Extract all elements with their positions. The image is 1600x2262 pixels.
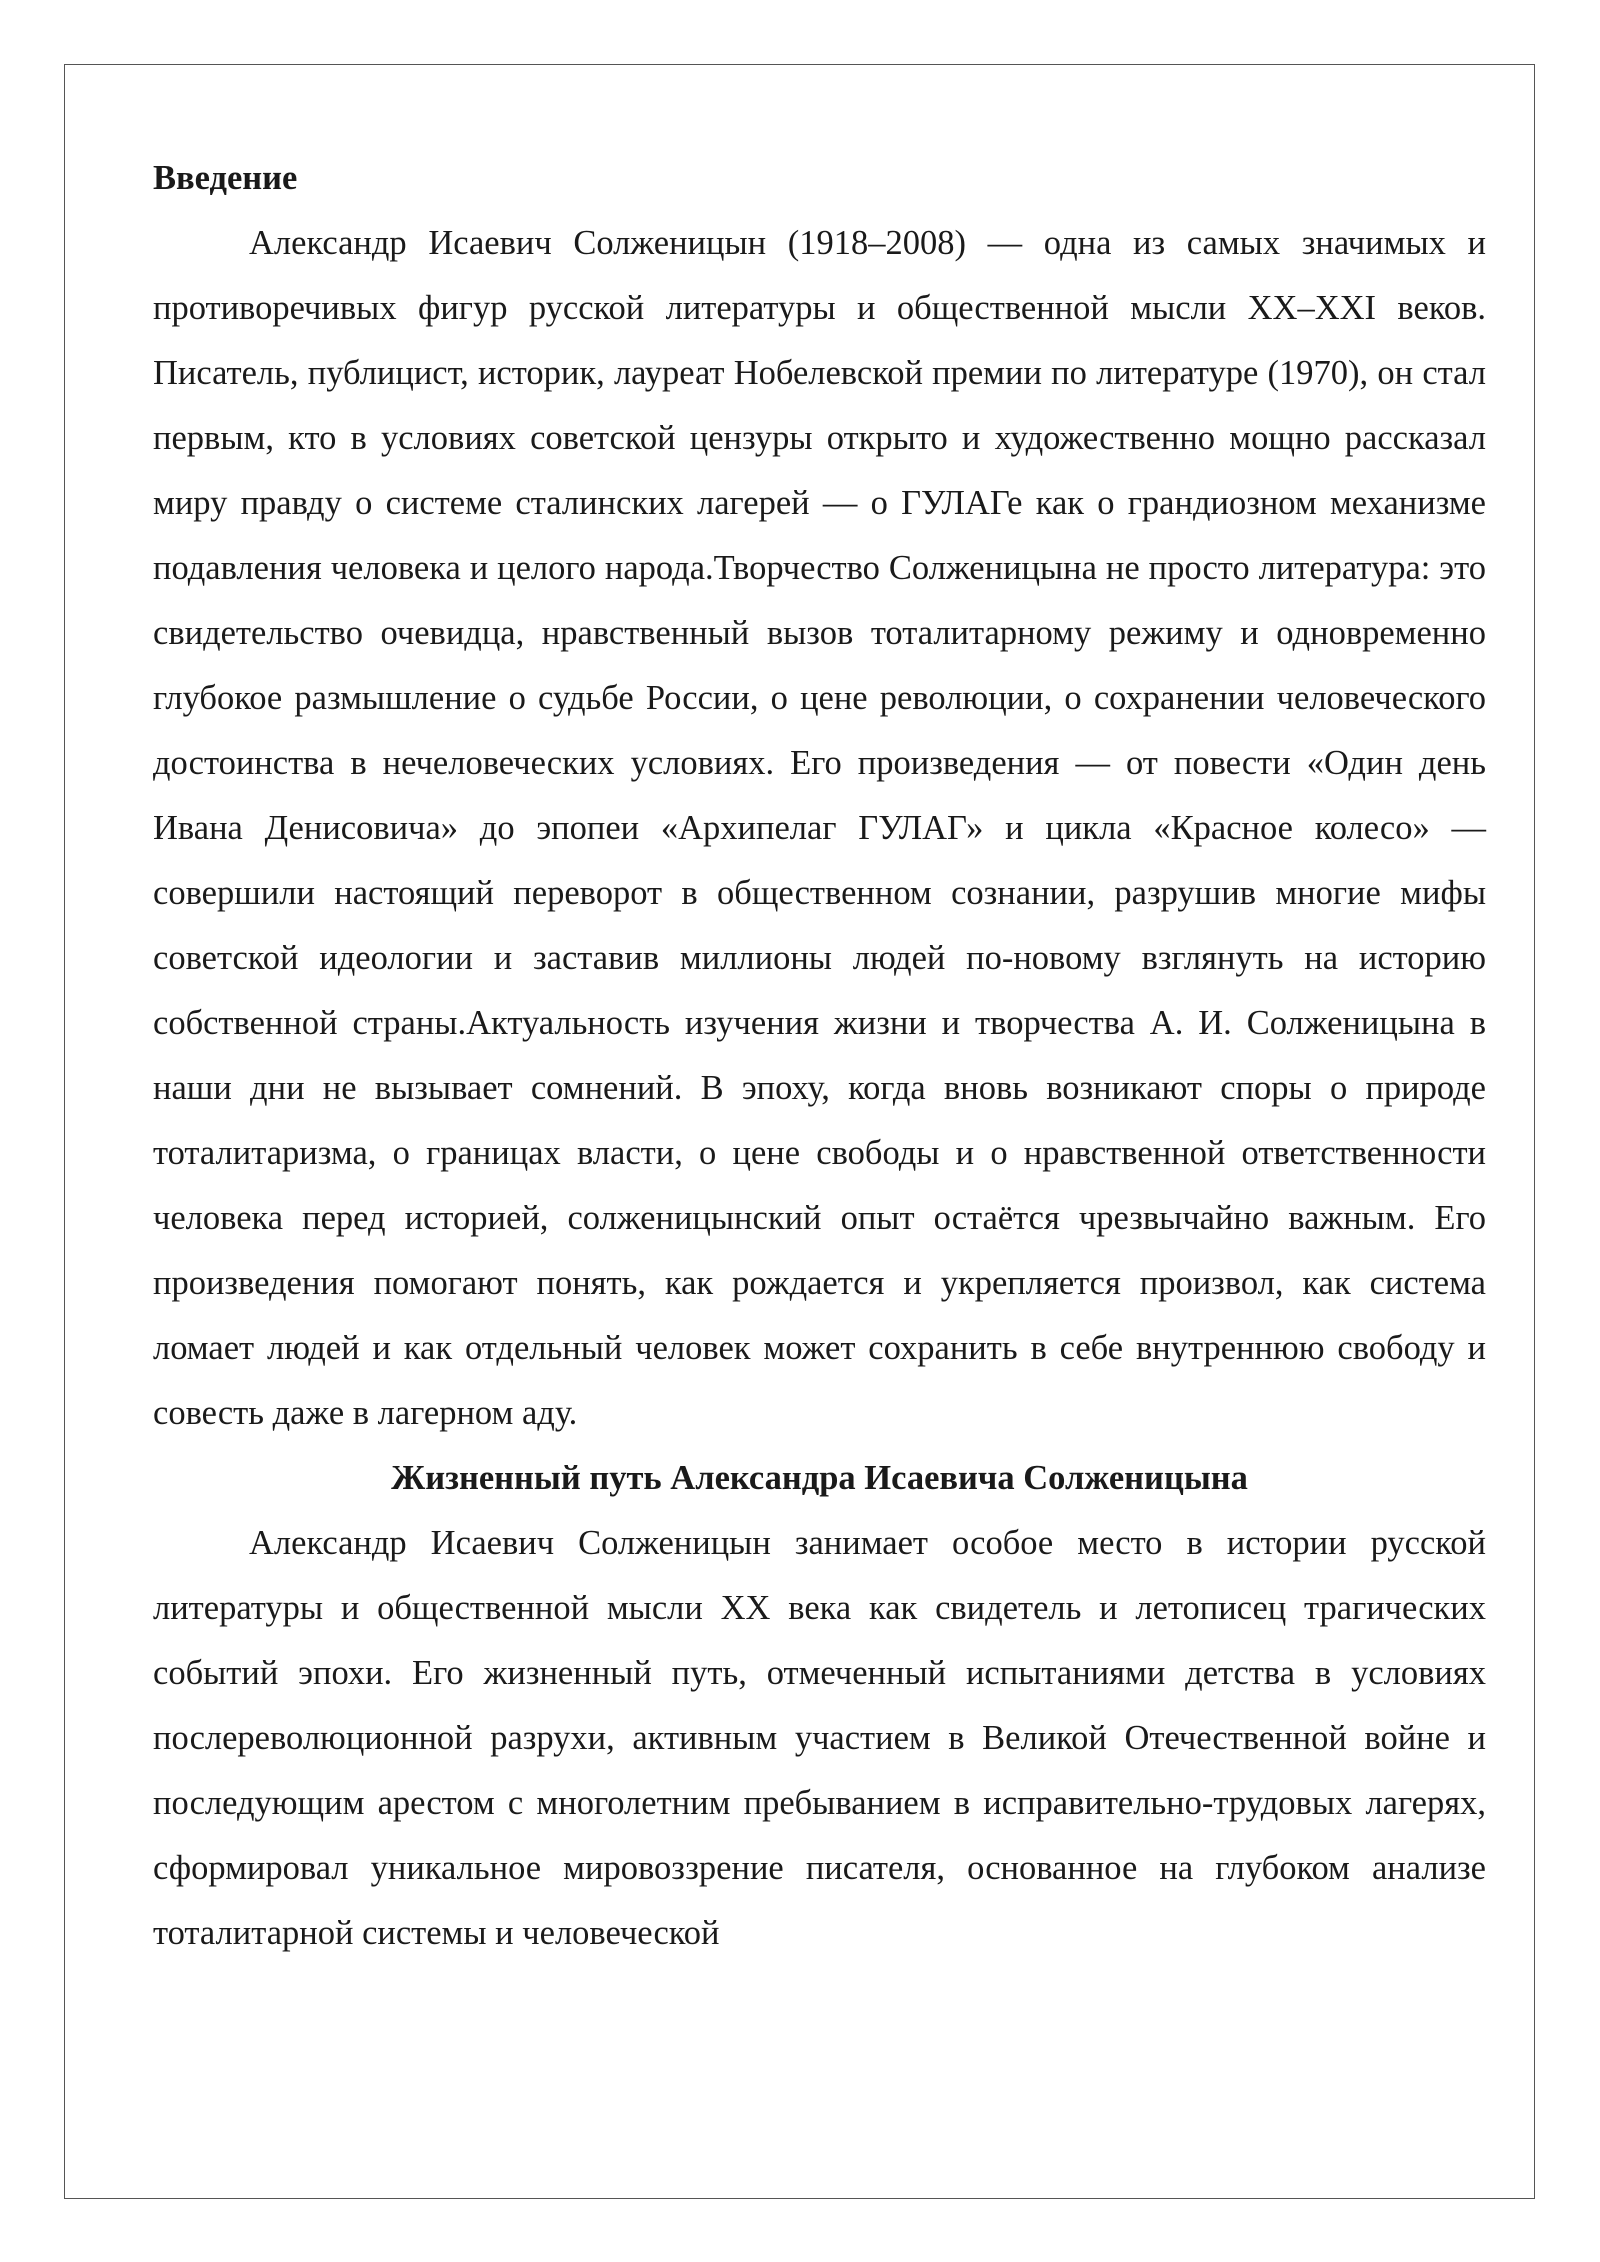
document-body	[153, 146, 1486, 1966]
section-heading-life-path: Жизненный путь Александра Исаевича Солженицына	[391, 1459, 1248, 1497]
section-heading-introduction: Введение	[153, 159, 298, 197]
life-path-paragraph: Александр Исаевич Солженицын занимает особое место в истории русской литературы и общественной мысли XX века как свидетель и летописец трагических событий эпохи. Его жизненный путь, отмеченный испытаниями детства в условиях послереволюционной разрухи, активным участием в Великой Отечественной войне и последующим арестом с многолетним пребыванием в исправительно-трудовых лагерях, сформировал уникальное мировоззрение писателя, основанное на глубоком анализе тоталитарной системы и человеческой	[153, 1524, 1486, 1952]
introduction-paragraph: Александр Исаевич Солженицын (1918–2008) — одна из самых значимых и противоречивых фигур русской литературы и общественной мысли XX–XXI веков. Писатель, публицист, историк, лауреат Нобелевской премии по литературе (1970), он стал первым, кто в условиях советской цензуры открыто и художественно мощно рассказал миру правду о системе сталинских лагерей — о ГУЛАГе как о грандиозном механизме подавления человека и целого народа.Творчество Солженицына не просто литература: это свидетельство очевидца, нравственный вызов тоталитарному режиму и одновременно глубокое размышление о судьбе России, о цене революции, о сохранении человеческого достоинства в нечеловеческих условиях. Его произведения — от повести «Один день Ивана Денисовича» до эпопеи «Архипелаг ГУЛАГ» и цикла «Красное колесо» — совершили настоящий переворот в общественном сознании, разрушив многие мифы советской идеологии и заставив миллионы людей по-новому взглянуть на историю собственной страны.Актуальность изучения жизни и творчества А. И. Солженицына в наши дни не вызывает сомнений. В эпоху, когда вновь возникают споры о природе тоталитаризма, о границах власти, о цене свободы и о нравственной ответственности человека перед историей, солженицынский опыт остаётся чрезвычайно важным. Его произведения помогают понять, как рождается и укрепляется произвол, как система ломает людей и как отдельный человек может сохранить в себе внутреннюю свободу и совесть даже в лагерном аду.	[153, 224, 1486, 1432]
